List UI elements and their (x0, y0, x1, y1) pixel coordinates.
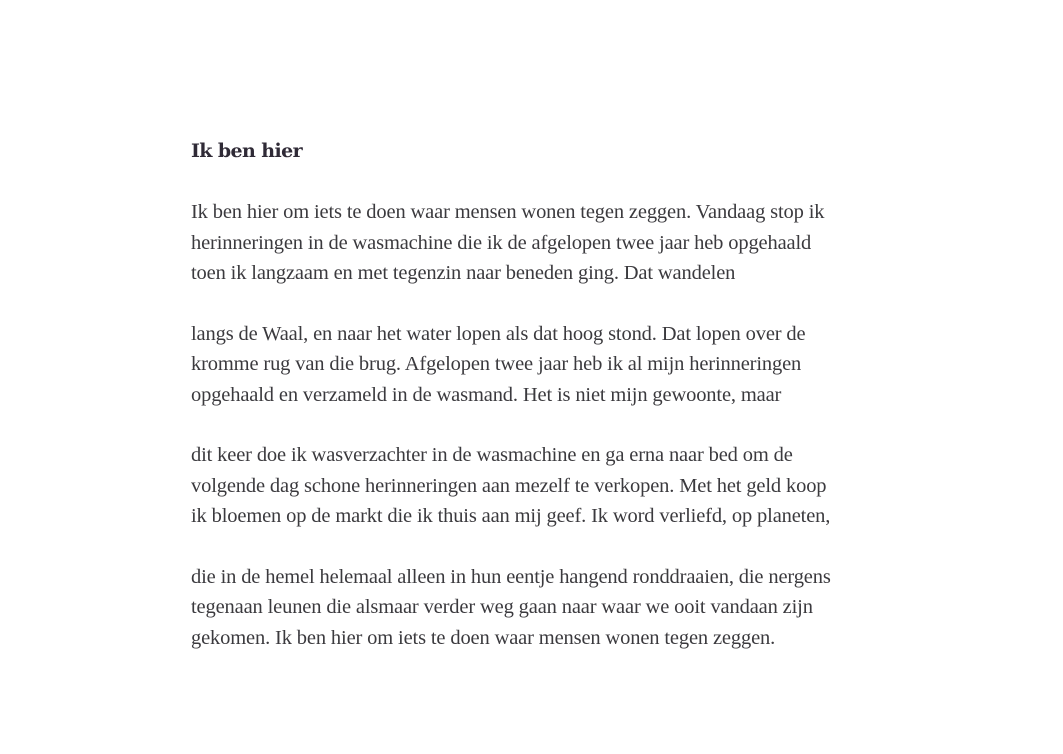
poem-line: herinneringen in de wasmachine die ik de afgelopen twee jaar heb opgehaald (191, 231, 812, 254)
stanza-1 (191, 197, 891, 289)
poem-line: langs de Waal, en naar het water lopen als dat hoog stond. Dat lopen over de (191, 322, 806, 345)
poem-line: dit keer doe ik wasverzachter in de wasmachine en ga erna naar bed om de (191, 444, 793, 466)
stanza-3 (191, 440, 891, 532)
poem-line: Ik ben hier om iets te doen waar mensen wonen tegen zeggen. Vandaag stop ik (191, 201, 825, 223)
poem-page (191, 136, 891, 653)
poem-line: opgehaald en verzameld in de wasmand. Het is niet mijn gewoonte, maar (191, 383, 782, 406)
stanza-4 (191, 562, 891, 654)
poem-line: ik bloemen op de markt die ik thuis aan mij geef. Ik word verliefd, op planeten, (191, 505, 831, 527)
poem-line: kromme rug van die brug. Afgelopen twee jaar heb ik al mijn herinneringen (191, 353, 802, 375)
stanza-2 (191, 319, 891, 411)
poem-line: toen ik langzaam en met tegenzin naar beneden ging. Dat wandelen (191, 262, 736, 284)
poem-line: die in de hemel helemaal alleen in hun eentje hangend ronddraaien, die nergens (191, 565, 831, 588)
poem-title: Ik ben hier (191, 140, 302, 162)
poem-line: gekomen. Ik ben hier om iets te doen waar mensen wonen tegen zeggen. (191, 626, 776, 649)
poem-line: tegenaan leunen die alsmaar verder weg gaan naar waar we ooit vandaan zijn (191, 596, 813, 618)
poem-line: volgende dag schone herinneringen aan mezelf te verkopen. Met het geld koop (191, 474, 827, 497)
